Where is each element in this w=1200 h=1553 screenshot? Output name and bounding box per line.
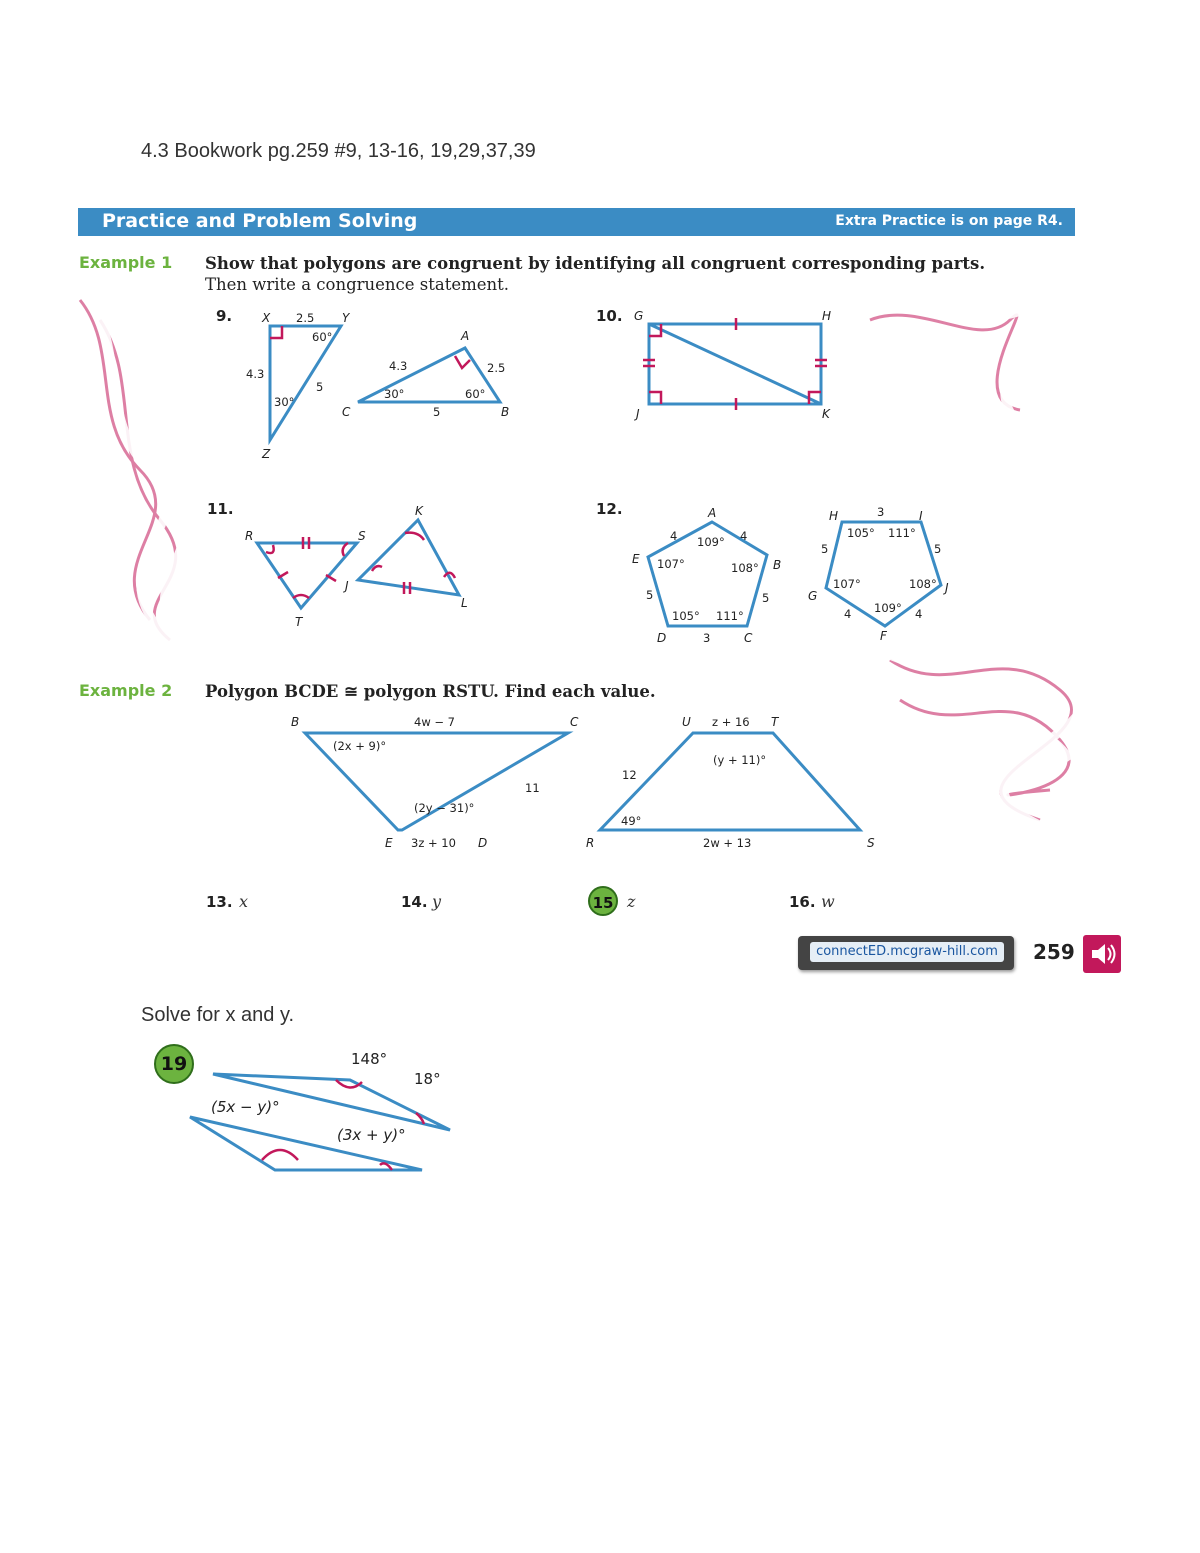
p9-angle-c: 30° bbox=[384, 387, 405, 401]
triangle-jkl bbox=[358, 520, 459, 595]
ex2-side-ur: 12 bbox=[622, 768, 637, 782]
p12-label-h: H bbox=[829, 509, 839, 523]
p12-angle-a: 109° bbox=[697, 535, 725, 549]
ex2-label-e: E bbox=[385, 836, 393, 850]
p9-label-b: B bbox=[501, 405, 510, 419]
problem-9-number: 9. bbox=[216, 307, 233, 325]
p12-side-fg: 4 bbox=[844, 607, 852, 621]
speaker-icon bbox=[1083, 935, 1121, 973]
p12-label-d: D bbox=[657, 631, 667, 645]
p12-label-i: I bbox=[919, 509, 923, 523]
p19-expr-5x-y: (5x − y)° bbox=[211, 1098, 280, 1116]
p12-angle-d: 105° bbox=[672, 609, 700, 623]
ex2-angle-d: (2y − 31)° bbox=[414, 801, 475, 815]
answer-13-number: 13. bbox=[206, 893, 233, 911]
example1-instruction-1: Show that polygons are congruent by identifying all congruent corresponding parts. bbox=[205, 254, 986, 273]
example1-instruction-2: Then write a congruence statement. bbox=[205, 275, 510, 294]
answer-16-number: 16. bbox=[789, 893, 816, 911]
p9-side-ab: 2.5 bbox=[487, 361, 506, 375]
banner-title: Practice and Problem Solving bbox=[102, 210, 418, 232]
example2-instruction: Polygon BCDE ≅ polygon RSTU. Find each value. bbox=[205, 682, 656, 701]
p11-label-k: K bbox=[415, 504, 423, 518]
p12-label-f: F bbox=[880, 629, 887, 643]
connected-link-text[interactable]: connectED.mcgraw-hill.com bbox=[810, 942, 1004, 962]
p12-side-ea: 4 bbox=[670, 529, 678, 543]
p19-angle-18: 18° bbox=[414, 1070, 441, 1088]
p12-angle-b: 108° bbox=[731, 561, 759, 575]
ex2-label-r: R bbox=[586, 836, 595, 850]
p12-angle-e: 107° bbox=[657, 557, 685, 571]
p10-label-h: H bbox=[822, 309, 832, 323]
p12-angle-i: 111° bbox=[888, 526, 916, 540]
problem-19-badge: 19 bbox=[154, 1044, 194, 1084]
p11-label-s: S bbox=[358, 529, 366, 543]
audio-speaker-icon[interactable] bbox=[1083, 935, 1121, 973]
p12-angle-f: 109° bbox=[874, 601, 902, 615]
p12-side-jf: 4 bbox=[915, 607, 923, 621]
ex2-angle-t: (y + 11)° bbox=[713, 753, 767, 767]
p9-side-xz: 4.3 bbox=[246, 367, 265, 381]
answer-13-var: x bbox=[239, 892, 249, 911]
ex2-angle-r: 49° bbox=[621, 814, 642, 828]
connected-link-button[interactable] bbox=[798, 936, 1014, 970]
ex2-label-t: T bbox=[771, 715, 779, 729]
p12-label-e: E bbox=[632, 552, 640, 566]
answer-16-var: w bbox=[821, 892, 835, 911]
p9-angle-z: 30° bbox=[274, 395, 295, 409]
answer-14-var: y bbox=[432, 892, 442, 911]
answer-14-number: 14. bbox=[401, 893, 428, 911]
answer-15-badge: 15 bbox=[588, 886, 618, 916]
answer-15-var: z bbox=[627, 892, 636, 911]
ex2-bottom-ed: 3z + 10 bbox=[411, 836, 456, 850]
p12-side-hi: 3 bbox=[877, 505, 885, 519]
p12-label-b: B bbox=[773, 558, 782, 572]
problem-12-number: 12. bbox=[596, 500, 623, 518]
p19-expr-3x-y: (3x + y)° bbox=[337, 1126, 406, 1144]
problem-11-number: 11. bbox=[207, 500, 234, 518]
p12-side-gh: 5 bbox=[821, 542, 829, 556]
p12-side-de: 5 bbox=[646, 588, 654, 602]
p19-angle-148: 148° bbox=[351, 1050, 388, 1068]
p12-angle-g: 107° bbox=[833, 577, 861, 591]
p11-label-t: T bbox=[295, 615, 303, 629]
p9-side-ca: 4.3 bbox=[389, 359, 408, 373]
p10-label-g: G bbox=[634, 309, 644, 323]
p12-side-ab: 4 bbox=[740, 529, 748, 543]
p12-label-j2: J bbox=[945, 581, 949, 595]
p11-label-l: L bbox=[461, 596, 468, 610]
ex2-label-c: C bbox=[570, 715, 579, 729]
p9-label-a: A bbox=[461, 329, 470, 343]
p11-label-r: R bbox=[245, 529, 254, 543]
ex2-top-ut: z + 16 bbox=[712, 715, 750, 729]
ex2-label-s: S bbox=[867, 836, 875, 850]
p9-side-xy: 2.5 bbox=[296, 311, 315, 325]
p9-label-y: Y bbox=[342, 311, 350, 325]
p12-side-ij: 5 bbox=[934, 542, 942, 556]
ex2-top-bc: 4w − 7 bbox=[414, 715, 455, 729]
example2-label: Example 2 bbox=[79, 681, 173, 700]
assignment-header: 4.3 Bookwork pg.259 #9, 13-16, 19,29,37,39 bbox=[141, 140, 536, 162]
ex2-label-d: D bbox=[478, 836, 488, 850]
p12-label-g: G bbox=[808, 589, 818, 603]
p12-angle-c: 111° bbox=[716, 609, 744, 623]
ex2-label-u: U bbox=[682, 715, 691, 729]
p9-side-cb: 5 bbox=[433, 405, 441, 419]
p9-angle-y: 60° bbox=[312, 330, 333, 344]
p10-label-j: J bbox=[636, 407, 640, 421]
ex2-side-cd: 11 bbox=[525, 781, 540, 795]
p12-angle-j: 108° bbox=[909, 577, 937, 591]
p9-label-z: Z bbox=[262, 447, 271, 461]
p9-label-x: X bbox=[262, 311, 271, 325]
ex2-bottom-rs: 2w + 13 bbox=[703, 836, 752, 850]
p12-side-cd: 3 bbox=[703, 631, 711, 645]
p12-label-c: C bbox=[744, 631, 753, 645]
ex2-label-b: B bbox=[291, 715, 300, 729]
p9-angle-b: 60° bbox=[465, 387, 486, 401]
solve-instruction: Solve for x and y. bbox=[141, 1004, 295, 1026]
p9-side-yz: 5 bbox=[316, 380, 324, 394]
p9-label-c: C bbox=[342, 405, 351, 419]
p12-angle-h: 105° bbox=[847, 526, 875, 540]
p12-side-bc: 5 bbox=[762, 591, 770, 605]
p11-label-j: J bbox=[345, 579, 349, 593]
ex2-angle-b: (2x + 9)° bbox=[333, 739, 387, 753]
page-number: 259 bbox=[1033, 940, 1075, 964]
problem-10-number: 10. bbox=[596, 307, 623, 325]
banner-extra-practice: Extra Practice is on page R4. bbox=[835, 213, 1063, 229]
example1-label: Example 1 bbox=[79, 253, 173, 272]
diagonal-gk bbox=[649, 324, 821, 404]
pink-scribbles bbox=[80, 300, 1072, 820]
p12-label-a: A bbox=[708, 506, 717, 520]
p10-label-k: K bbox=[822, 407, 830, 421]
